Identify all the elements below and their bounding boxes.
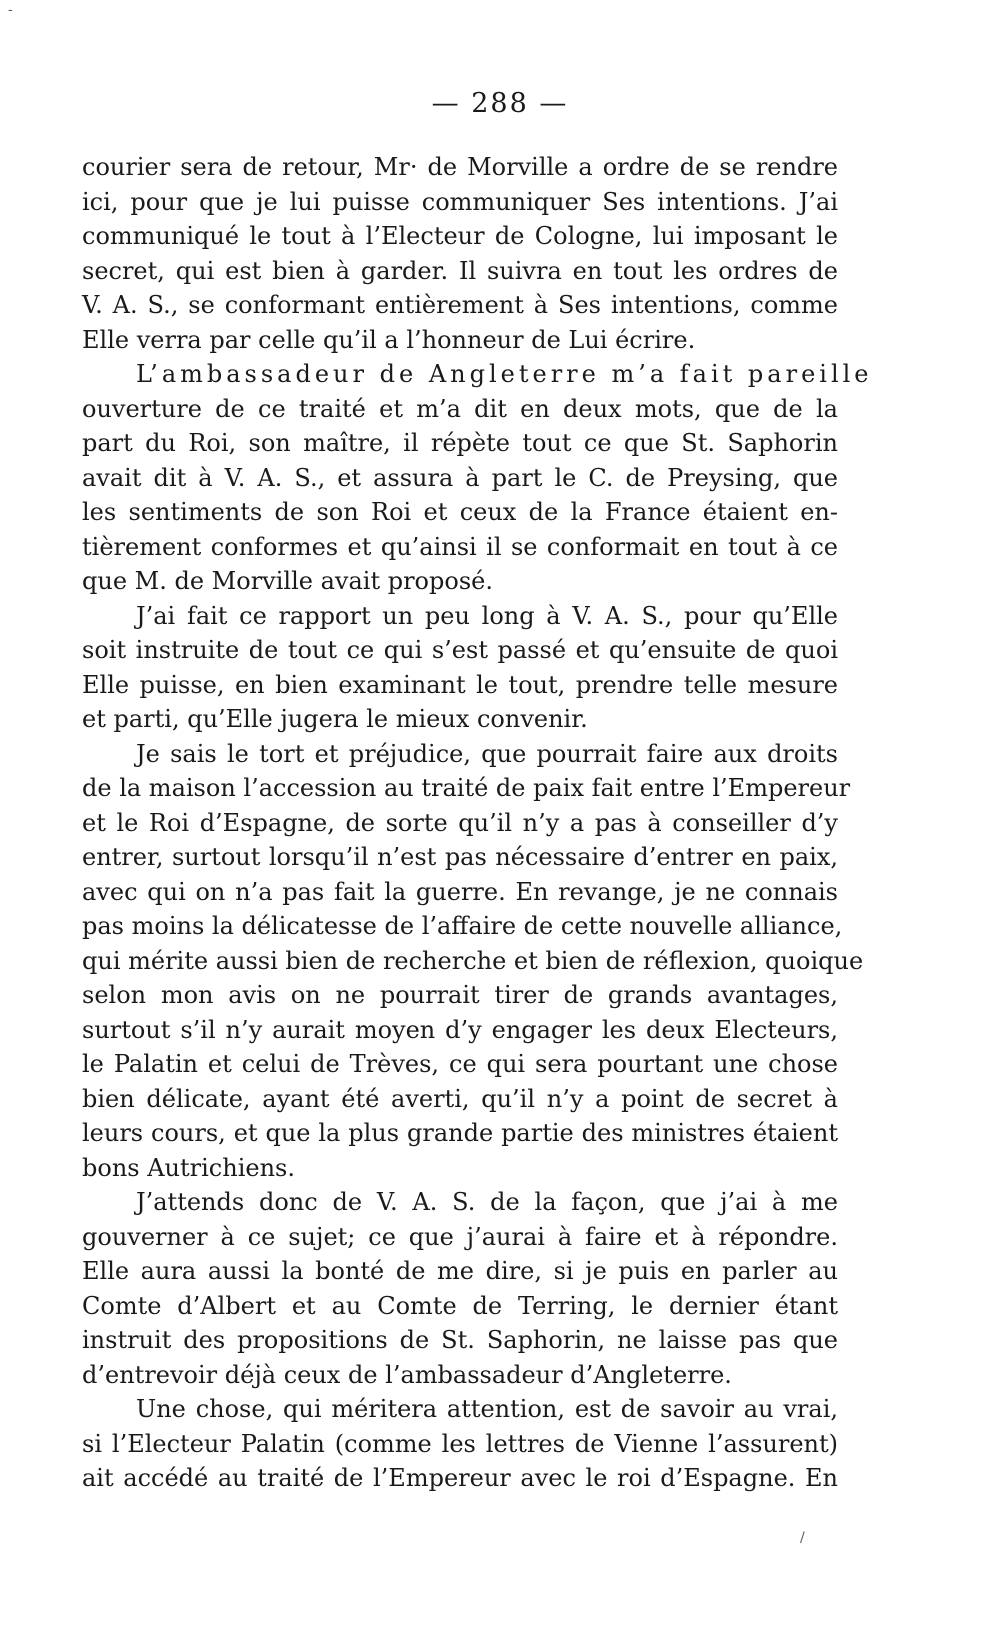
text-line: selon mon avis on ne pourrait tirer de grands avantages, [82,981,838,1009]
text-line: J’ai fait ce rapport un peu long à V. A. S., pour qu’Elle [136,601,838,630]
text-line: leurs cours, et que la plus grande partie des ministres étaient [82,1119,838,1147]
text-line: que M. de Morville avait proposé. [82,567,493,595]
text-line: courier sera de retour, Mr· de Morville a ordre de se rendre [82,153,838,181]
text-line: surtout s’il n’y aurait moyen d’y engager les deux Electeurs, [82,1015,838,1044]
text-line: de la maison l’accession au traité de paix fait entre l’Empereur [82,774,851,802]
text-line: avec qui on n’a pas fait la guerre. En revange, je ne connais [82,877,838,906]
text-line: pas moins la délicatesse de l’affaire de cette nouvelle alliance, [82,912,843,940]
text-line: part du Roi, son maître, il répète tout ce que St. Saphorin [82,429,838,457]
text-line: si l’Electeur Palatin (comme les lettres de Vienne l’assurent) [82,1429,838,1458]
body-text [82,150,873,1496]
text-line: entrer, surtout lorsqu’il n’est pas nécessaire d’entrer en paix, [82,843,838,871]
text-line: Comte d’Albert et au Comte de Terring, le dernier étant [82,1291,838,1320]
text-line: d’entrevoir déjà ceux de l’ambassadeur d’Angleterre. [82,1360,732,1389]
margin-mark-top: - [8,2,13,18]
text-line: et parti, qu’Elle jugera le mieux convenir. [82,705,588,733]
text-line: ait accédé au traité de l’Empereur avec le roi d’Espagne. En [82,1464,838,1492]
text-line: Une chose, qui méritera attention, est de savoir au vrai, [136,1395,838,1423]
text-line: Je sais le tort et préjudice, que pourrait faire aux droits [136,739,838,768]
text-line: Elle verra par celle qu’il a l’honneur de Lui écrire. [82,325,696,354]
text-line: bons Autrichiens. [82,1153,295,1182]
text-line: ouverture de ce traité et m’a dit en deux mots, que de la [82,394,838,423]
text-line: communiqué le tout à l’Electeur de Cologne, lui imposant le [82,222,838,250]
text-line: J’attends donc de V. A. S. de la façon, que j’ai à me [136,1188,838,1216]
margin-mark-bottom: / [800,1530,805,1546]
text-line: secret, qui est bien à garder. Il suivra en tout les ordres de [82,256,838,285]
text-line: instruit des propositions de St. Saphorin, ne laisse pas que [82,1326,838,1354]
text-line: V. A. S., se conformant entièrement à Ses intentions, comme [82,291,838,319]
text-line: Elle puisse, en bien examinant le tout, prendre telle mesure [82,670,838,699]
text-line: bien délicate, ayant été averti, qu’il n’y a point de secret à [82,1084,838,1113]
text-line: les sentiments de son Roi et ceux de la France étaient en- [82,498,838,526]
text-line: qui mérite aussi bien de recherche et bien de réflexion, quoique [82,946,864,975]
text-line: avait dit à V. A. S., et assura à part le C. de Preysing, que [82,463,838,492]
page-number: — 288 — [431,88,569,119]
text-line: tièrement conformes et qu’ainsi il se conformait en tout à ce [82,532,838,561]
text-line: L’ambassadeur de Angleterre m’a fait pareille [136,360,873,388]
text-line: le Palatin et celui de Trèves, ce qui sera pourtant une chose [82,1050,838,1078]
text-line: ici, pour que je lui puisse communiquer Ses intentions. J’ai [82,187,838,216]
text-line: soit instruite de tout ce qui s’est passé et qu’ensuite de quoi [82,636,838,664]
text-line: et le Roi d’Espagne, de sorte qu’il n’y a pas à conseiller d’y [82,808,838,837]
text-line: gouverner à ce sujet; ce que j’aurai à faire et à répondre. [82,1222,838,1251]
text-line: Elle aura aussi la bonté de me dire, si je puis en parler au [82,1257,838,1285]
